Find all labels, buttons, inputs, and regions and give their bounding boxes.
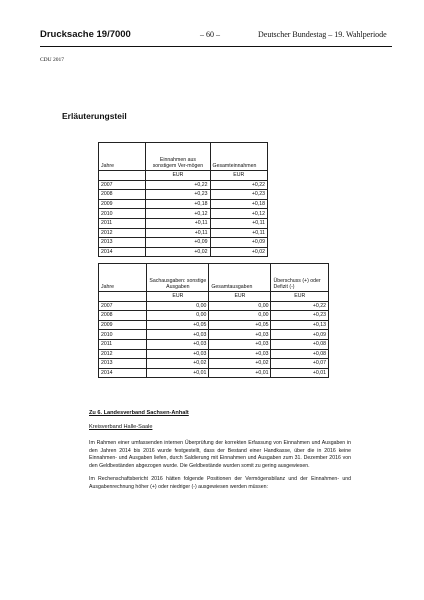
year-cell: 2008 [99,190,146,200]
column-header: Überschuss (+) oder Defizit (-) [271,264,329,292]
value-cell: +0,13 [271,320,329,330]
table-row [99,180,268,190]
year-cell: 2014 [99,368,147,378]
year-cell: 2013 [99,238,146,248]
value-cell: +0,12 [146,209,210,219]
value-cell: 0,00 [209,301,271,311]
party-label: CDU 2017 [40,57,64,63]
year-cell: 2014 [99,247,146,257]
unit-cell: EUR [210,171,267,181]
value-cell: +0,23 [271,311,329,321]
year-cell: 2011 [99,339,147,349]
paragraph-1: Im Rahmen einer umfassenden internen Überprüfung der korrekten Erfassung von Einnahmen und Ausgaben in den Jahren 2014 bis 2016 wurde festgestellt, dass der Bestand einer Handkasse, über die in 2016 keine Einnahmen- und Ausgaben liefen, durch Saldierung mit Einnahmen und Ausgaben zum 31. Dezember 2016 von den Geldbeständen abgezogen wurde. Die Geldbestände wurden somit zu gering ausgewiesen. [89,440,351,469]
year-cell: 2008 [99,311,147,321]
kreisverband-heading: Kreisverband Halle-Saale [89,424,153,430]
table-header-row [99,143,268,171]
column-header: Jahre [99,143,146,171]
value-cell: +0,23 [210,190,267,200]
value-cell: +0,11 [146,218,210,228]
table-header-row [99,264,329,292]
value-cell: +0,03 [209,349,271,359]
value-cell: +0,11 [210,218,267,228]
year-cell: 2010 [99,330,147,340]
value-cell: +0,01 [147,368,209,378]
value-cell: +0,22 [146,180,210,190]
unit-cell [99,171,146,181]
table-row [99,311,329,321]
year-cell: 2009 [99,320,147,330]
year-cell: 2012 [99,349,147,359]
unit-row [99,292,329,302]
paragraph-2: Im Rechenschaftsbericht 2016 hätten folgende Positionen der Vermögensbilanz und der Einnahmen- und Ausgabenrechnung höher (+) oder niedriger (-) ausgewiesen werden müssen: [89,476,351,490]
table-row [99,199,268,209]
value-cell: +0,22 [210,180,267,190]
value-cell: +0,11 [210,228,267,238]
table-row [99,359,329,369]
unit-cell: EUR [209,292,271,302]
table-row [99,238,268,248]
table-row [99,190,268,200]
table-row [99,349,329,359]
table-row [99,330,329,340]
landesverband-heading: Zu 6. Landesverband Sachsen-Anhalt [89,410,189,416]
value-cell: +0,08 [271,339,329,349]
year-cell: 2007 [99,301,147,311]
table-row [99,301,329,311]
value-cell: +0,02 [147,359,209,369]
table-row [99,339,329,349]
table-row [99,247,268,257]
value-cell: +0,03 [147,349,209,359]
year-cell: 2013 [99,359,147,369]
year-cell: 2007 [99,180,146,190]
value-cell: 0,00 [147,311,209,321]
value-cell: +0,03 [209,339,271,349]
value-cell: +0,09 [210,238,267,248]
value-cell: +0,01 [209,368,271,378]
year-cell: 2010 [99,209,146,219]
column-header: Sachausgaben: sonstige Ausgaben [147,264,209,292]
column-header: Jahre [99,264,147,292]
value-cell: 0,00 [147,301,209,311]
value-cell: +0,01 [271,368,329,378]
value-cell: 0,00 [209,311,271,321]
table-row [99,218,268,228]
value-cell: +0,03 [147,330,209,340]
income-table [98,142,268,257]
value-cell: +0,23 [146,190,210,200]
column-header: Gesamtausgaben [209,264,271,292]
year-cell: 2012 [99,228,146,238]
header-rule [40,46,392,47]
page-number: – 60 – [200,30,220,39]
value-cell: +0,09 [271,330,329,340]
column-header: Gesamteinnahmen [210,143,267,171]
value-cell: +0,02 [209,359,271,369]
value-cell: +0,09 [146,238,210,248]
value-cell: +0,22 [271,301,329,311]
value-cell: +0,07 [271,359,329,369]
value-cell: +0,18 [210,199,267,209]
value-cell: +0,03 [209,330,271,340]
table-row [99,228,268,238]
table-row [99,320,329,330]
value-cell: +0,02 [146,247,210,257]
value-cell: +0,11 [146,228,210,238]
value-cell: +0,02 [210,247,267,257]
unit-row [99,171,268,181]
unit-cell [99,292,147,302]
document-number: Drucksache 19/7000 [40,29,131,40]
value-cell: +0,12 [210,209,267,219]
expense-table [98,263,329,378]
year-cell: 2011 [99,218,146,228]
unit-cell: EUR [146,171,210,181]
column-header: Einnahmen aus sonstigem Ver-mögen [146,143,210,171]
publisher: Deutscher Bundestag – 19. Wahlperiode [258,30,387,39]
section-title: Erläuterungsteil [62,111,127,121]
value-cell: +0,08 [271,349,329,359]
value-cell: +0,05 [147,320,209,330]
unit-cell: EUR [271,292,329,302]
year-cell: 2009 [99,199,146,209]
value-cell: +0,18 [146,199,210,209]
value-cell: +0,03 [147,339,209,349]
table-row [99,368,329,378]
table-row [99,209,268,219]
value-cell: +0,05 [209,320,271,330]
unit-cell: EUR [147,292,209,302]
